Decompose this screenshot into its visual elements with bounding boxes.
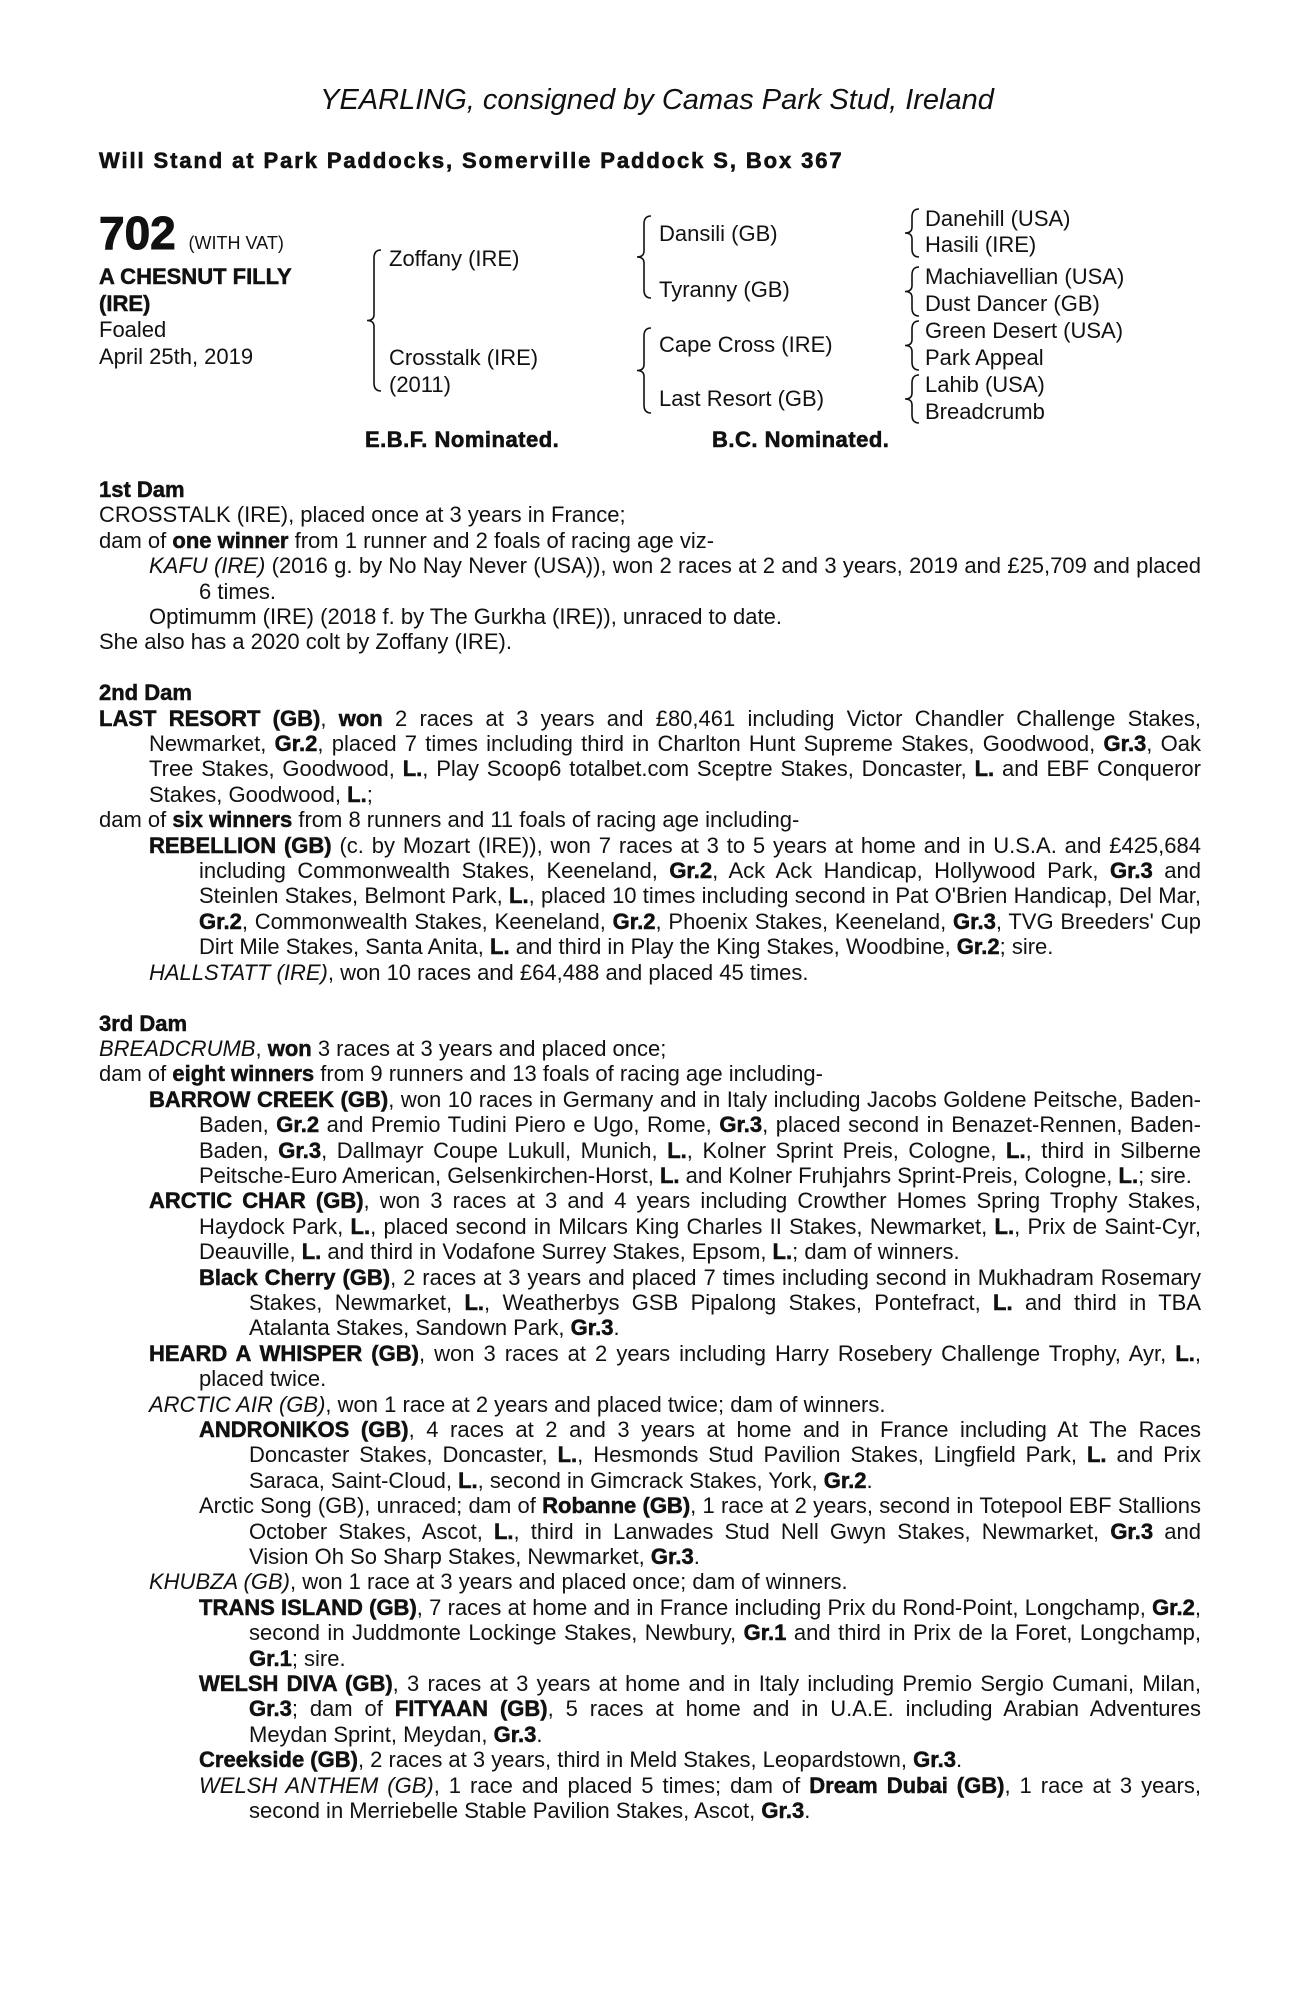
bold-text: Gr.2 [823,1467,867,1493]
entry-text: dam of [99,807,173,833]
entry-text: , 4 races at 2 and 3 years at home and in France including At The Races Doncaster Stakes, Doncaster, [249,1417,1201,1468]
bold-text: Gr.2 [276,1112,320,1138]
pedigree-entry [99,807,1201,832]
entry-text: , won 1 race at 3 years and placed once; dam of winners. [289,1569,848,1595]
foaled-date: April 25th, 2019 [99,344,254,369]
bold-text: L. [667,1137,687,1163]
bold-text: Gr.3 [1109,858,1153,884]
pedigree-entry [99,1341,1201,1392]
entry-text: 2 races at 3 years and £80,461 including Victor Chandler Challenge Stakes, Newmarket, [149,705,1201,757]
pedigree-entry [99,1061,1201,1086]
entry-text: . [955,1747,963,1773]
entry-text: from 8 runners and 11 foals of racing age including- [292,807,800,833]
pedigree-gen3: Hasili (IRE) [925,232,1037,257]
entry-text: and third in Prix de la Foret, Longchamp, [786,1620,1201,1646]
entry-text: (c. by Mozart (IRE)), won 7 races at 3 to 5 years at home and in U.S.A. and £425,684 including Commonwealth Stakes, Keeneland, [199,832,1201,884]
entry-text: , placed 7 times including third in Charlton Hunt Supreme Stakes, Goodwood, [317,731,1104,757]
bold-text: TRANS ISLAND (GB) [199,1594,417,1620]
italic-text: KHUBZA (GB) [149,1569,290,1595]
entry-text: ; sire. [291,1645,346,1671]
bold-text: L. [350,1213,371,1239]
bold-text: Gr.3 [493,1721,537,1747]
bold-text: L. [464,1289,484,1315]
pedigree-entry [99,1188,1201,1264]
entry-text: , Weatherbys GSB Pipalong Stakes, Pontefract, [484,1289,994,1315]
entry-text: , won 10 races in Germany and in Italy including Jacobs Goldene Peitsche, Baden-Baden, [199,1086,1202,1138]
bold-text: Robanne (GB) [542,1493,691,1519]
bold-text: ARCTIC CHAR (GB) [149,1188,364,1214]
entry-text: , [320,705,339,731]
section-heading: 2nd Dam [99,680,192,706]
brace-icon [367,250,381,391]
entry-text: and Premio Tudini Piero e Ugo, Rome, [319,1112,720,1138]
bold-text: L. [509,883,529,909]
bold-text: L. [301,1239,322,1265]
italic-text: WELSH ANTHEM (GB) [199,1772,434,1798]
pedigree-sire: Zoffany (IRE) [389,246,520,271]
bold-text: REBELLION (GB) [149,832,332,858]
brace-icon [905,209,919,257]
pedigree-entry [99,833,1201,960]
entry-text: . [536,1721,543,1747]
entry-text: . [613,1315,620,1341]
bold-text: L. [347,781,367,807]
page-title: YEARLING, consigned by Camas Park Stud, Ireland [320,84,994,116]
pedigree-gen3: Dust Dancer (GB) [925,291,1100,316]
dam-section [99,1011,1201,1824]
bold-text: L. [458,1467,478,1493]
pedigree-entry [99,629,1201,654]
pedigree-entry [99,1036,1201,1061]
pedigree-entry [99,1671,1201,1747]
section-heading: 3rd Dam [99,1010,188,1036]
entry-text: 3 races at 3 years and placed once; [311,1035,667,1061]
pedigree-entry [99,1773,1201,1824]
entry-text: , [255,1035,268,1061]
vat-note: (WITH VAT) [188,233,284,253]
pedigree-dam: Crosstalk (IRE) [389,345,539,370]
entry-text: ; dam of winners. [792,1239,960,1265]
bold-text: Gr.3 [249,1696,292,1722]
pedigree-gen2: Last Resort (GB) [659,386,825,411]
brace-icon [905,321,919,370]
entry-text: , won 3 races at 3 and 4 years including Crowther Homes Spring Trophy Stakes, Haydock Park, [199,1188,1202,1239]
entry-text: ; sire. [999,934,1054,960]
entry-text: , won 1 race at 2 years and placed twice; dam of winners. [325,1391,886,1417]
bold-text: won [267,1035,312,1061]
pedigree-dam-year: (2011) [389,372,451,397]
entry-text: , placed second in Milcars King Charles II Stakes, Newmarket, [370,1213,995,1239]
pedigree-gen3: Park Appeal [925,345,1044,370]
pedigree-entry [99,528,1201,553]
entry-text: from 1 runner and 2 foals of racing age viz- [288,527,715,553]
bold-text: Gr.3 [278,1137,322,1163]
bold-text: Gr.3 [761,1798,805,1824]
bold-text: Dream Dubai (GB) [809,1772,1005,1798]
bold-text: Gr.2 [199,908,242,934]
entry-text: , Oak Tree Stakes, Goodwood, [149,731,1201,782]
pedigree-entry [99,1392,1201,1417]
entry-text: , 2 races at 3 years, third in Meld Stakes, Leopardstown, [357,1747,914,1773]
entry-text: , 3 races at 3 years at home and in Italy including Premio Sergio Cumani, Milan, [392,1671,1201,1697]
bold-text: HEARD A WHISPER (GB) [149,1340,419,1366]
pedigree-gen3: Breadcrumb [925,399,1045,424]
entry-text: and third in Vodafone Surrey Stakes, Epsom, [321,1239,773,1265]
bold-text: L. [993,1289,1013,1315]
bold-text: Gr.2 [612,908,656,934]
brace-icon [637,216,651,298]
bold-text: Gr.3 [1103,731,1147,757]
entry-text: and Steinlen Stakes, Belmont Park, [199,858,1201,909]
entry-text: . [804,1798,811,1824]
brace-icon [905,267,919,316]
entry-text: ; dam of [291,1696,395,1722]
entry-text: , 7 races at home and in France including Prix du Rond-Point, Longchamp, [416,1594,1153,1620]
entry-text: , Prix de Saint-Cyr, Deauville, [199,1213,1201,1265]
bold-text: Gr.1 [249,1645,292,1671]
entry-text: , 1 race at 2 years, second in Totepool EBF Stallions October Stakes, Ascot, [249,1493,1201,1544]
entry-text: ; sire. [1138,1162,1192,1188]
dam-section [99,477,1201,655]
bold-text: Gr.3 [953,908,996,934]
bold-text: Gr.3 [570,1315,614,1341]
bc-nominated: B.C. Nominated. [712,427,890,452]
entry-text: , Dallmayr Coupe Lukull, Munich, [321,1137,668,1163]
entry-text: , Play Scoop6 totalbet.com Sceptre Stakes, Doncaster, [422,756,975,782]
bold-text: LAST RESORT (GB) [99,705,321,731]
entry-text: ; [366,781,373,807]
bold-text: Gr.3 [650,1544,694,1570]
bold-text: Gr.2 [1152,1594,1195,1620]
entry-text: , Hesmonds Stud Pavilion Stakes, Lingfield Park, [577,1442,1087,1468]
entry-text: Arctic Song (GB), unraced; dam of [199,1493,543,1519]
bold-text: L. [402,756,423,782]
section-heading: 1st Dam [99,477,185,502]
bold-text: Black Cherry (GB) [199,1264,391,1290]
lot-description-country: (IRE) [99,291,151,316]
bold-text: L. [1086,1442,1107,1468]
bold-text: eight winners [172,1061,315,1087]
bold-text: Gr.2 [274,731,318,757]
pedigree-gen2: Tyranny (GB) [659,277,790,302]
entry-text: from 9 runners and 13 foals of racing age including- [314,1061,823,1087]
pedigree-entry [99,1595,1201,1671]
entry-text: , 1 race and placed 5 times; dam of [433,1772,810,1798]
bold-text: Gr.2 [956,934,1000,960]
bold-text: L. [994,1213,1015,1239]
bold-text: WELSH DIVA (GB) [199,1671,393,1697]
bold-text: L. [1006,1137,1026,1163]
entry-text: , placed 10 times including second in Pat O'Brien Handicap, Del Mar, [528,883,1201,909]
entry-text: , Ack Ack Handicap, Hollywood Park, [712,858,1110,884]
entry-text: , TVG Breeders' Cup Dirt Mile Stakes, Santa Anita, [199,908,1202,960]
pedigree-gen3: Machiavellian (USA) [925,264,1125,289]
pedigree-gen2: Dansili (GB) [659,221,778,246]
entry-text: and third in Play the King Stakes, Woodbine, [509,934,957,960]
pedigree-entry [99,1747,1201,1772]
pedigree-entry [99,1493,1201,1569]
bold-text: six winners [172,807,293,833]
entry-text: (2016 g. by No Nay Never (USA)), won 2 races at 2 and 3 years, 2019 and £25,709 and placed 6 times. [199,553,1201,604]
pedigree-entry [99,1569,1201,1594]
entry-text: , Phoenix Stakes, Keeneland, [655,908,954,934]
entry-text: and EBF Conqueror Stakes, Goodwood, [149,756,1201,807]
entry-text: , third in Lanwades Stud Nell Gwyn Stakes, Newmarket, [513,1518,1111,1544]
bold-text: L. [1175,1340,1195,1366]
pedigree-entry [99,502,1201,527]
lot-description: A CHESNUT FILLY [99,264,292,289]
entry-text: dam of [99,527,173,553]
entry-text: . [866,1467,873,1493]
bold-text: L. [659,1162,680,1188]
entry-text: , third in Silberne Peitsche-Euro American, Gelsenkirchen-Horst, [199,1137,1201,1188]
entry-text: and Kolner Fruhjahrs Sprint-Preis, Cologne, [679,1162,1119,1188]
lot-number-value: 702 [99,207,176,259]
entry-text: and Vision Oh So Sharp Stakes, Newmarket, [249,1518,1201,1570]
bold-text: won [338,705,383,731]
stabling-location: Will Stand at Park Paddocks, Somerville Paddock S, Box 367 [99,148,844,173]
entry-text: dam of [99,1061,173,1087]
entry-text: , Commonwealth Stakes, Keeneland, [241,908,613,934]
entry-text: CROSSTALK (IRE), placed once at 3 years in France; [99,502,626,528]
bold-text: Gr.3 [1110,1518,1154,1544]
pedigree-entry [99,706,1201,808]
brace-icon [637,328,651,413]
entry-text: and third in TBA Atalanta Stakes, Sandown Park, [249,1289,1202,1341]
bold-text: FITYAAN (GB) [394,1696,548,1722]
brace-icon [905,375,919,423]
bold-text: L. [974,756,995,782]
pedigree-entry [99,604,1201,629]
bold-text: Gr.2 [669,858,713,884]
entry-text: , Kolner Sprint Preis, Cologne, [686,1137,1007,1163]
entry-text: Optimumm (IRE) (2018 f. by The Gurkha (IRE)), unraced to date. [149,604,782,630]
bold-text: Gr.3 [913,1747,956,1773]
entry-text: , won 3 races at 2 years including Harry Rosebery Challenge Trophy, Ayr, [418,1340,1176,1366]
pedigree-entry [99,1265,1201,1341]
bold-text: Gr.1 [743,1620,787,1646]
italic-text: KAFU (IRE) [149,553,266,579]
bold-text: Gr.3 [719,1112,763,1138]
entry-text: , second in Gimcrack Stakes, York, [477,1467,824,1493]
entry-text: , placed twice. [199,1340,1201,1392]
dam-section [99,680,1201,985]
italic-text: BREADCRUMB [99,1035,256,1061]
bold-text: L. [1118,1162,1139,1188]
bold-text: Creekside (GB) [199,1747,358,1773]
bold-text: BARROW CREEK (GB) [149,1086,389,1112]
entry-text: , 1 race at 3 years, second in Merriebelle Stable Pavilion Stakes, Ascot, [249,1772,1201,1824]
entry-text: , placed second in Benazet-Rennen, Baden-Baden, [199,1112,1201,1163]
pedigree-entry [99,1087,1201,1189]
pedigree-entry [99,553,1201,604]
bold-text: L. [490,934,510,960]
bold-text: L. [772,1239,793,1265]
bold-text: L. [557,1442,578,1468]
pedigree-gen3: Danehill (USA) [925,206,1071,231]
ebf-nominated: E.B.F. Nominated. [365,427,560,452]
pedigree-gen3: Green Desert (USA) [925,318,1124,343]
entry-text: , 2 races at 3 years and placed 7 times including second in Mukhadram Rosemary Stakes, Newmarket, [249,1264,1201,1315]
entry-text: , 5 races at home and in U.A.E. including Arabian Adventures Meydan Sprint, Meydan, [249,1696,1201,1747]
pedigree-entry [99,1417,1201,1493]
bold-text: one winner [172,527,289,553]
bold-text: ANDRONIKOS (GB) [199,1417,409,1442]
italic-text: HALLSTATT (IRE) [149,959,328,985]
italic-text: ARCTIC AIR (GB) [149,1391,326,1417]
entry-text: , won 10 races and £64,488 and placed 45 times. [327,959,809,985]
pedigree-gen2: Cape Cross (IRE) [659,332,833,357]
entry-text: and Prix Saraca, Saint-Cloud, [249,1442,1201,1493]
entry-text: . [693,1544,700,1570]
foaled-label: Foaled [99,317,167,342]
pedigree-braces [0,0,1314,460]
produce-record [99,477,1201,1849]
pedigree-entry [99,960,1201,985]
bold-text: L. [493,1518,514,1544]
pedigree-gen3: Lahib (USA) [925,372,1045,397]
entry-text: She also has a 2020 colt by Zoffany (IRE). [99,629,512,655]
entry-text: , second in Juddmonte Lockinge Stakes, Newbury, [249,1594,1201,1646]
